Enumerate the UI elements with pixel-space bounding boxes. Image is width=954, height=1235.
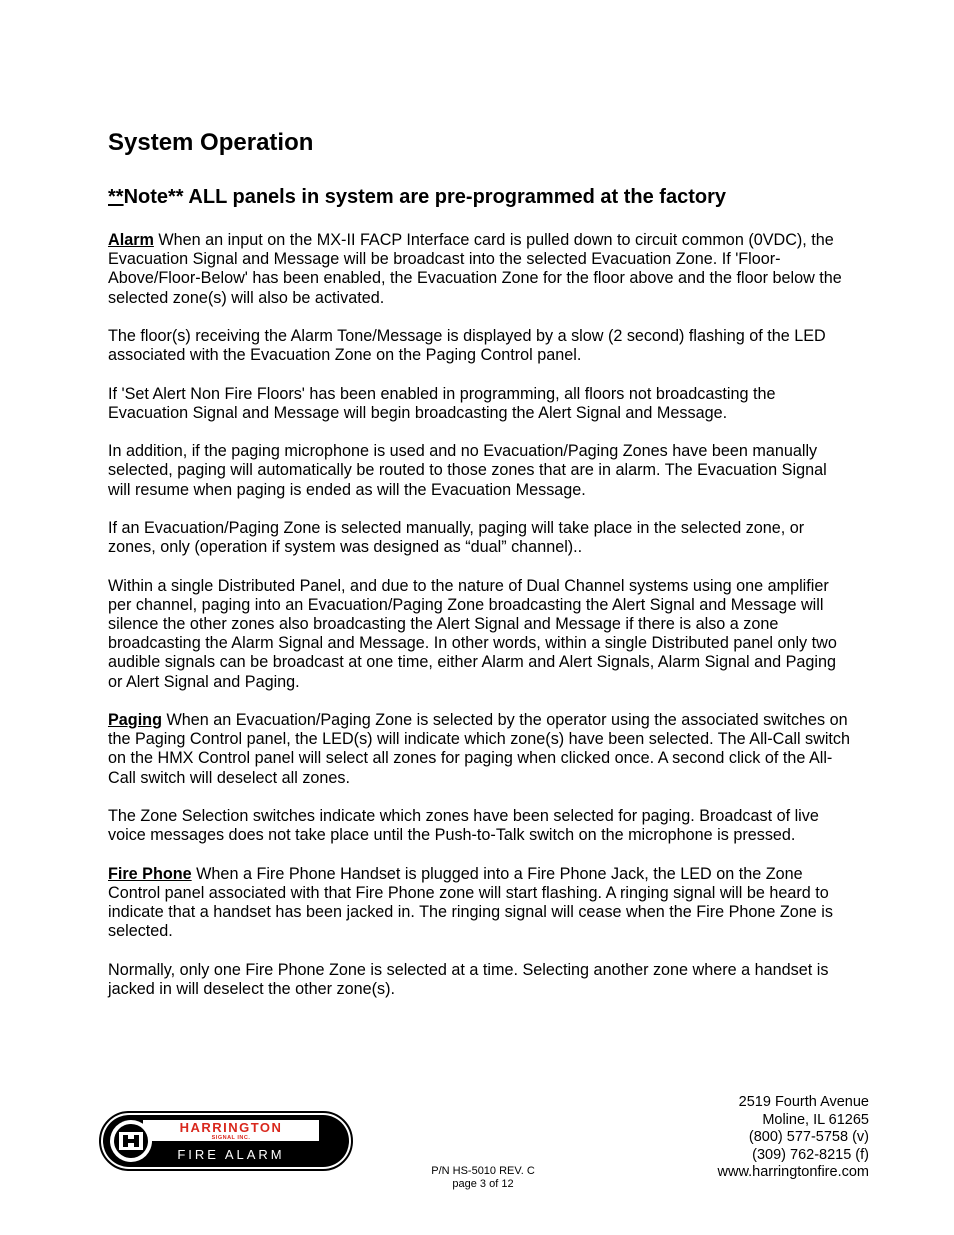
section-label-fire-phone: Fire Phone	[108, 864, 192, 883]
body-content	[108, 231, 853, 1018]
paragraph: The floor(s) receiving the Alarm Tone/Message is displayed by a slow (2 second) flashing of the LED associated with the Evacuation Zone on the Paging Control panel.	[108, 327, 826, 365]
note-prefix: **	[108, 186, 124, 208]
paragraph-text: When an Evacuation/Paging Zone is selected by the operator using the associated switches on the Paging Control panel, the LED(s) will indicate which zone(s) have been selected. The All-Call switch on the HMX Control panel will select all zones for paging when clicked once. A second click of the All-Call switch will deselect all zones.	[108, 710, 851, 787]
address-city: Moline, IL 61265	[762, 1111, 869, 1128]
page-number: page 3 of 12	[452, 1178, 514, 1190]
note-text: Note** ALL panels in system are pre-programmed at the factory	[123, 186, 726, 208]
section-label-alarm: Alarm	[108, 231, 154, 249]
address-website: www.harringtonfire.com	[717, 1164, 869, 1180]
paragraph-fire-phone	[108, 865, 853, 942]
page-title: System Operation	[108, 129, 314, 156]
logo-line-1: HARRINGTON	[179, 1120, 283, 1135]
address-fax: (309) 762-8215 (f)	[752, 1146, 869, 1163]
paragraph-alarm	[108, 231, 853, 308]
paragraph: If an Evacuation/Paging Zone is selected manually, paging will take place in the selected zone, or zones, only (operation if system was designed as “dual” channel)..	[108, 518, 805, 557]
paragraph: In addition, if the paging microphone is used and no Evacuation/Paging Zones have been manually selected, paging will automatically be routed to those zones that are in alarm. The Evacuation Signal will resume when paging is ended as will the Evacuation Message.	[108, 442, 827, 499]
section-label-paging: Paging	[108, 710, 162, 729]
factory-note	[108, 186, 726, 209]
page-footer	[383, 1165, 583, 1191]
paragraph: Within a single Distributed Panel, and due to the nature of Dual Channel systems using one amplifier per channel, paging into an Evacuation/Paging Zone broadcasting the Alert Signal and Message will silence the other zones also broadcasting the Alert Signal and Message if there is also a zone broadcasting the Alarm Signal and Message. In other words, within a single Distributed panel only two audible signals can be broadcast at one time, either Alarm and Alert Signals, Alarm Signal and Paging or Alert Signal and Paging.	[108, 576, 837, 691]
paragraph-paging	[108, 711, 853, 788]
logo-line-3: FIRE ALARM	[177, 1147, 285, 1162]
paragraph: The Zone Selection switches indicate which zones have been selected for paging. Broadcast of live voice messages does not take place until the Push-to-Talk switch on the microphone is pressed.	[108, 806, 819, 845]
paragraph-text: When an input on the MX-II FACP Interface card is pulled down to circuit common (0VDC), the Evacuation Signal and Message will be broadcast into the selected Evacuation Zone. If 'Floor-Above/Floor-Below' has been enabled, the Evacuation Zone for the floor above and the floor below the selected zone(s) will also be activated.	[108, 231, 842, 307]
paragraph-text: When a Fire Phone Handset is plugged into a Fire Phone Jack, the LED on the Zone Control panel associated with that Fire Phone zone will start flashing. A ringing signal will be heard to indicate that a handset has been jacked in. The ringing signal will cease when the Fire Phone Zone is selected.	[108, 864, 833, 941]
address-street: 2519 Fourth Avenue	[738, 1094, 869, 1110]
address-phone: (800) 577-5758 (v)	[748, 1129, 869, 1145]
part-number: P/N HS-5010 REV. C	[431, 1165, 535, 1177]
logo-line-2: SIGNAL INC.	[211, 1135, 251, 1141]
company-address	[718, 1094, 870, 1182]
harrington-logo	[99, 1111, 353, 1171]
paragraph: If 'Set Alert Non Fire Floors' has been enabled in programming, all floors not broadcasting the Evacuation Signal and Message will begin broadcasting the Alert Signal and Message.	[108, 384, 776, 422]
paragraph: Normally, only one Fire Phone Zone is selected at a time. Selecting another zone where a handset is jacked in will deselect the other zone(s).	[108, 960, 829, 998]
